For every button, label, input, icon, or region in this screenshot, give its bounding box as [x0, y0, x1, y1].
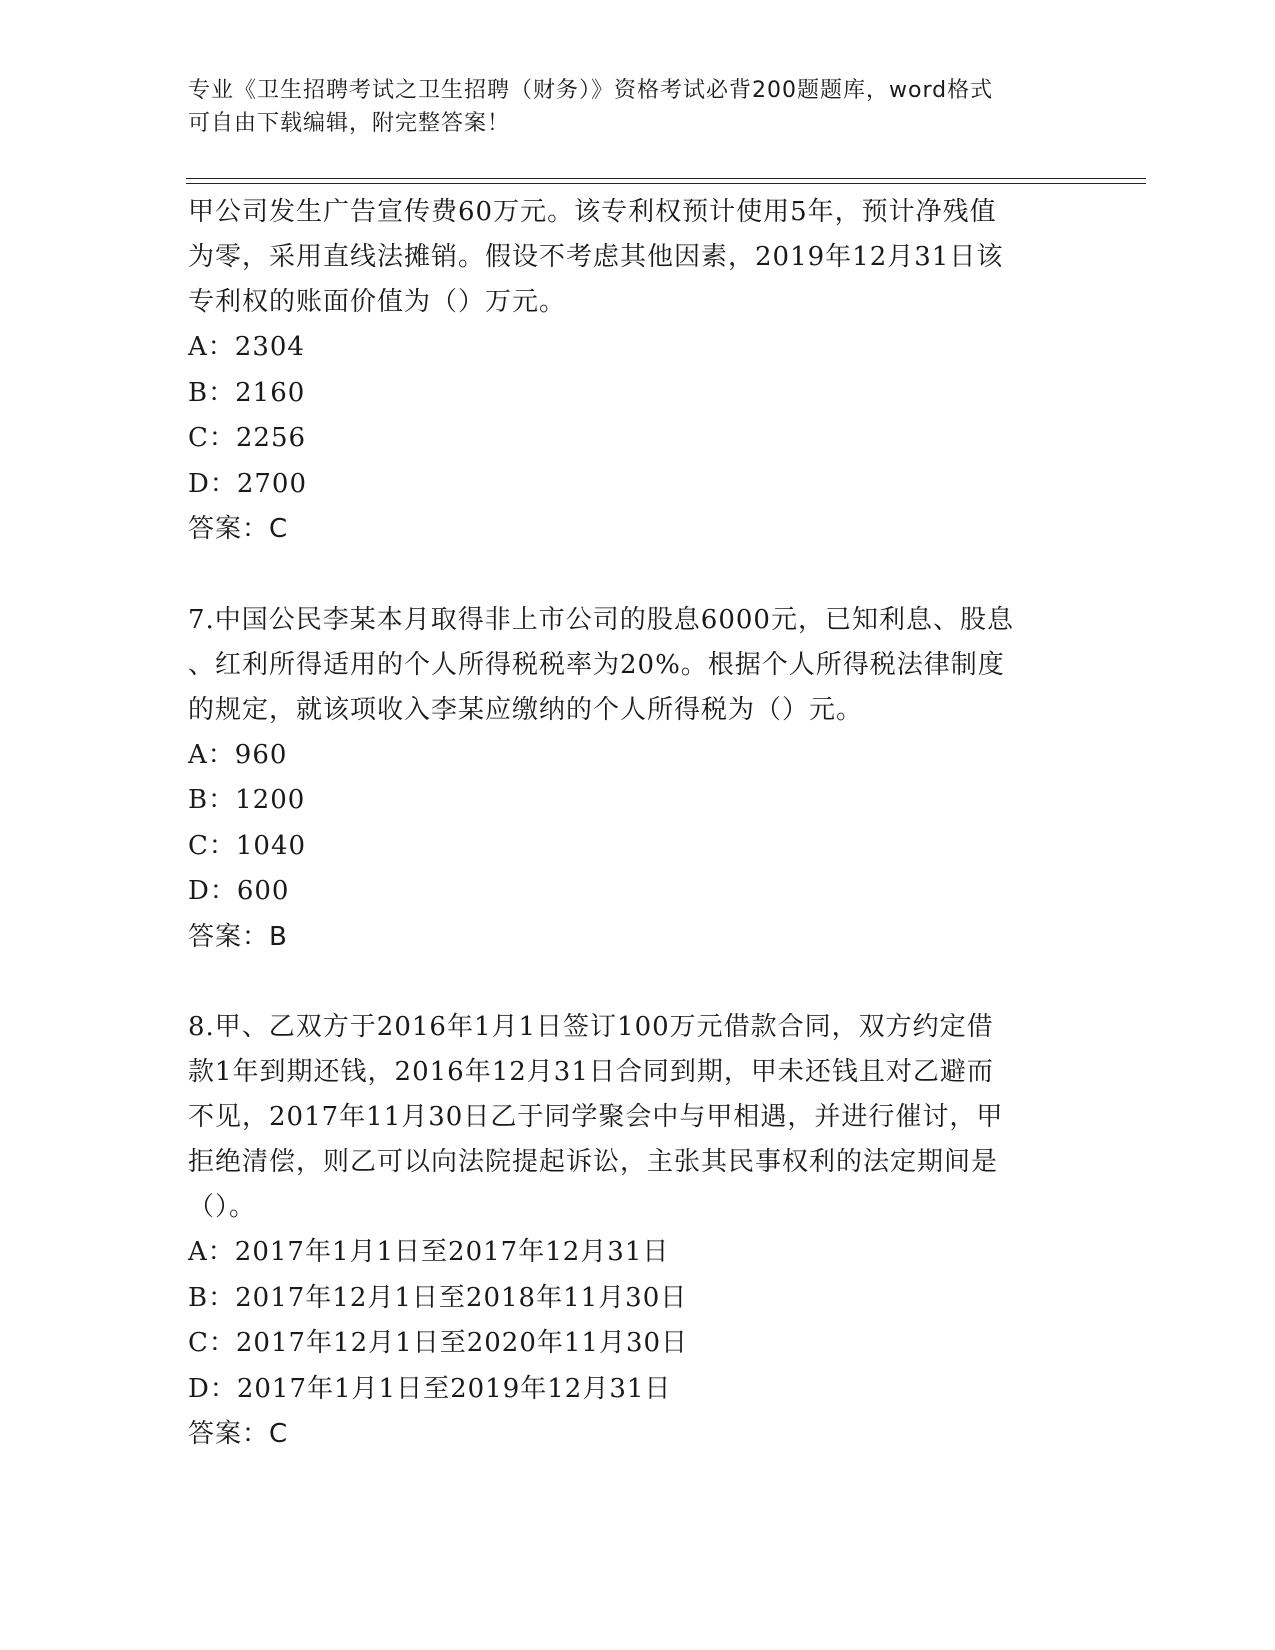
- header-divider-bottom: [186, 183, 1146, 184]
- option-d: D：2017年1月1日至2019年12月31日: [188, 1373, 672, 1404]
- question-text-line: 拒绝清偿，则乙可以向法院提起诉讼，主张其民事权利的法定期间是: [188, 1147, 999, 1177]
- question-text-line: 7.中国公民李某本月取得非上市公司的股息6000元，已知利息、股息: [188, 604, 1014, 635]
- question-text-line: 不见，2017年11月30日乙于同学聚会中与甲相遇，并进行催讨，甲: [188, 1102, 1004, 1132]
- answer: 答案：C: [188, 1419, 289, 1449]
- option-a: A：2304: [188, 332, 305, 362]
- spacer: [188, 960, 1088, 1005]
- document-header: [188, 74, 1068, 140]
- header-title-line-1: 专业《卫生招聘考试之卫生招聘（财务）》资格考试必背200题题库，word格式: [188, 78, 994, 103]
- option-c: C：1040: [188, 830, 307, 861]
- option-d: D：2700: [188, 468, 308, 499]
- spacer: [188, 553, 1088, 598]
- question-text-line: 、红利所得适用的个人所得税税率为20%。根据个人所得税法律制度: [188, 649, 1005, 680]
- option-c: C：2017年12月1日至2020年11月30日: [188, 1328, 689, 1358]
- document-body: [188, 190, 1088, 1458]
- question-text-line: 甲公司发生广告宣传费60万元。该专利权预计使用5年，预计净残值: [188, 197, 997, 227]
- answer: 答案：C: [188, 514, 289, 544]
- option-a: A：960: [188, 739, 288, 770]
- option-b: B：1200: [188, 785, 306, 815]
- question-text-line: 为零，采用直线法摊销。假设不考虑其他因素，2019年12月31日该: [188, 242, 1004, 272]
- option-b: B：2160: [188, 377, 306, 408]
- option-a: A：2017年1月1日至2017年12月31日: [188, 1237, 670, 1267]
- question-text-line: （）。: [188, 1192, 257, 1222]
- header-divider-top: [186, 178, 1146, 179]
- question-8: [188, 1005, 1088, 1458]
- question-text-line: 专利权的账面价值为（）万元。: [188, 287, 567, 317]
- question-text-line: 款1年到期还钱，2016年12月31日合同到期，甲未还钱且对乙避而: [188, 1057, 994, 1087]
- question-6: [188, 190, 1088, 553]
- question-text-line: 的规定，就该项收入李某应缴纳的个人所得税为（）元。: [188, 694, 864, 725]
- option-b: B：2017年12月1日至2018年11月30日: [188, 1282, 688, 1313]
- header-title-line-2: 可自由下载编辑，附完整答案！: [188, 111, 511, 136]
- question-7: [188, 598, 1088, 961]
- option-c: C：2256: [188, 423, 307, 453]
- answer: 答案：B: [188, 921, 288, 952]
- question-text-line: 8.甲、乙双方于2016年1月1日签订100万元借款合同，双方约定借: [188, 1012, 994, 1042]
- option-d: D：600: [188, 876, 290, 906]
